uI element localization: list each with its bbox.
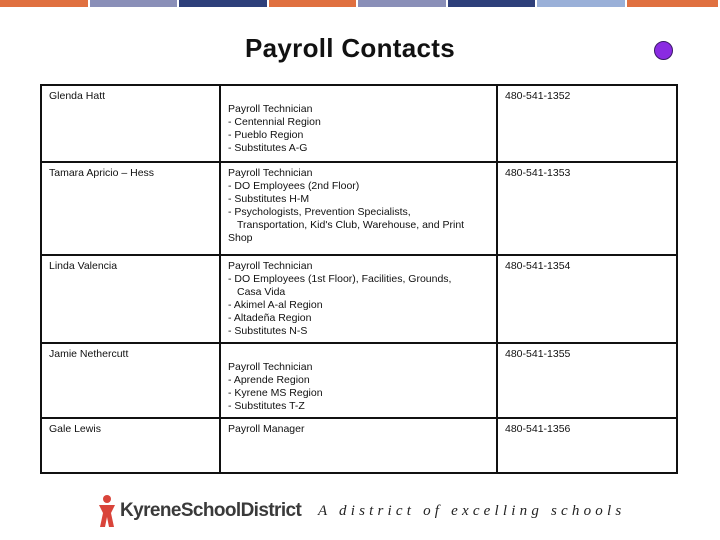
role-line: Transportation, Kid's Club, Warehouse, and Print <box>237 219 465 231</box>
role-line: - DO Employees (2nd Floor) <box>228 180 360 192</box>
table-row <box>41 343 677 418</box>
contact-name: Jamie Nethercutt <box>41 343 220 418</box>
top-bar-segment <box>627 0 718 7</box>
role-line: Payroll Technician <box>228 361 313 373</box>
role-line: - Substitutes A-G <box>228 142 308 154</box>
table-row <box>41 418 677 473</box>
contact-role <box>220 343 497 418</box>
table-row <box>41 85 677 162</box>
role-line: - Centennial Region <box>228 116 321 128</box>
logo-word-kyrene: Kyrene <box>120 500 181 521</box>
role-line: Payroll Technician <box>228 260 313 272</box>
tagline: A district of excelling schools <box>318 503 626 519</box>
top-color-bar <box>0 0 720 7</box>
table-row <box>41 162 677 255</box>
logo-word-school-district: SchoolDistrict <box>180 500 302 521</box>
table-row <box>41 255 677 343</box>
accent-dot <box>654 41 673 60</box>
role-line: - Kyrene MS Region <box>228 387 323 399</box>
role-line <box>228 348 490 361</box>
top-bar-segment <box>179 0 267 7</box>
contact-phone: 480-541-1355 <box>497 343 677 418</box>
role-line: - Pueblo Region <box>228 129 304 141</box>
role-line: - DO Employees (1st Floor), Facilities, Grounds, <box>228 273 452 285</box>
role-line: - Aprende Region <box>228 374 310 386</box>
role-line: Payroll Technician <box>228 167 313 179</box>
contact-phone: 480-541-1354 <box>497 255 677 343</box>
role-line: Shop <box>228 232 253 244</box>
contact-role <box>220 255 497 343</box>
top-bar-segment <box>448 0 536 7</box>
role-line: - Substitutes N-S <box>228 325 308 337</box>
contact-name: Linda Valencia <box>41 255 220 343</box>
contact-name: Gale Lewis <box>41 418 220 473</box>
contact-phone: 480-541-1353 <box>497 162 677 255</box>
role-line: Casa Vida <box>237 286 286 298</box>
role-line: Payroll Manager <box>228 423 305 435</box>
page-title: Payroll Contacts <box>245 33 455 63</box>
top-bar-segment <box>90 0 178 7</box>
top-bar-segment <box>537 0 625 7</box>
role-line: Payroll Technician <box>228 103 313 115</box>
logo-wordmark <box>120 500 301 522</box>
top-bar-segment <box>269 0 357 7</box>
role-line: - Substitutes T-Z <box>228 400 305 412</box>
contact-phone: 480-541-1356 <box>497 418 677 473</box>
contact-phone: 480-541-1352 <box>497 85 677 162</box>
contact-name: Tamara Apricio – Hess <box>41 162 220 255</box>
contact-role <box>220 162 497 255</box>
contacts-table <box>40 84 678 474</box>
person-figure-icon <box>96 494 118 528</box>
role-line: - Altadeña Region <box>228 312 312 324</box>
role-line <box>228 90 490 103</box>
contact-role <box>220 85 497 162</box>
role-line: - Akimel A-al Region <box>228 299 323 311</box>
contact-name: Glenda Hatt <box>41 85 220 162</box>
top-bar-segment <box>358 0 446 7</box>
top-bar-segment <box>0 0 88 7</box>
contact-role <box>220 418 497 473</box>
kyrene-logo <box>96 493 301 529</box>
role-line: - Substitutes H-M <box>228 193 310 205</box>
role-line: - Psychologists, Prevention Specialists, <box>228 206 411 218</box>
